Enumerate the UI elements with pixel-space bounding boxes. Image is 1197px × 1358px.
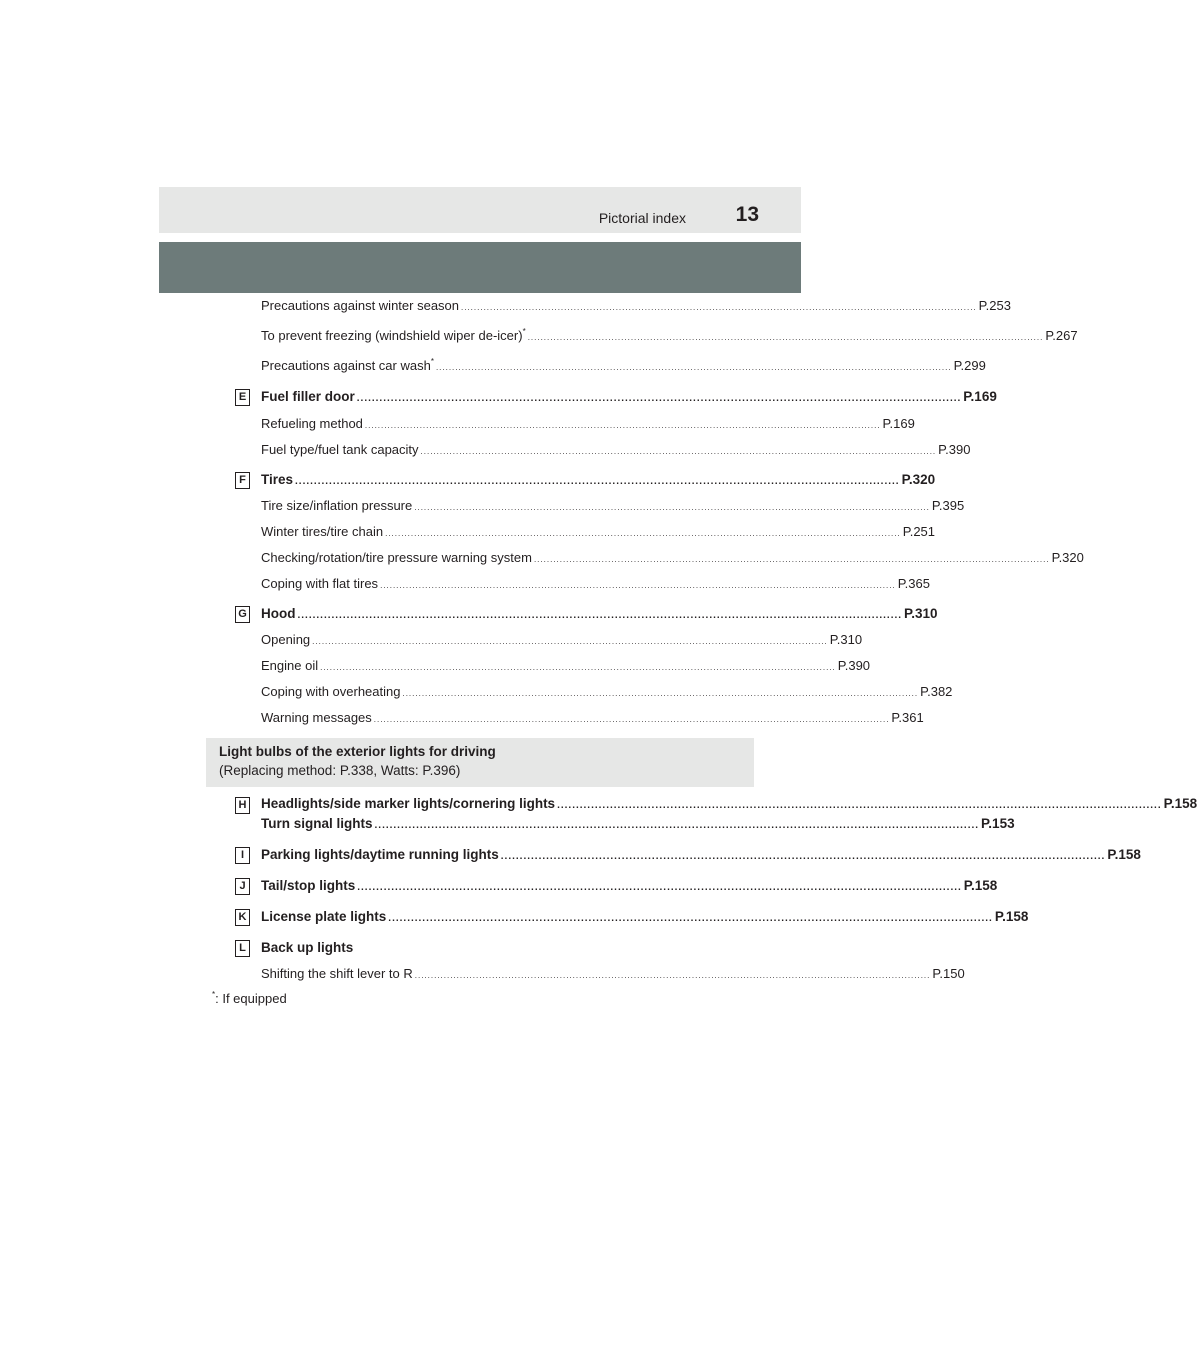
index-entry [261,940,722,955]
leader-dots: ................................................................................................................................................................ [385,529,901,538]
entry-title: Headlights/side marker lights/cornering lights [261,796,556,811]
entry-text: Warning messages [261,710,372,725]
section-title: Pictorial index [598,210,686,226]
entry-title: Parking lights/daytime running lights [261,847,499,862]
index-entry[interactable] [261,710,924,725]
index-entry[interactable] [261,472,936,487]
index-entry[interactable] [261,416,915,431]
lights-info-box [206,738,754,787]
leader-dots: ................................................................................................................................................................ [420,447,937,456]
entry-text: Precautions against winter season [261,298,460,313]
footnote-mark: * [430,357,434,366]
leader-dots: ................................................................................................................................................................ [295,476,900,487]
entry-page[interactable]: P.169 [963,389,997,404]
callout-label: J [235,878,250,895]
lights-box-subtitle: (Replacing method: P.338, Watts: P.396) [219,763,461,778]
leader-dots: ................................................................................................................................................................ [356,393,962,404]
index-entry[interactable] [261,632,863,647]
leader-dots: ................................................................................................................................................................ [297,610,903,621]
entry-page[interactable]: P.153 [981,816,1015,831]
leader-dots: ................................................................................................................................................................ [380,581,896,590]
entry-page[interactable]: P.320 [1051,550,1084,565]
index-entry[interactable] [261,966,965,981]
index-entry[interactable] [261,658,871,673]
footnote-mark: * [212,990,216,999]
entry-page[interactable]: P.299 [953,358,986,373]
index-entry[interactable] [261,298,1011,313]
entry-title: Hood [261,606,296,621]
entry-title: Back up lights [261,940,354,955]
leader-dots: ................................................................................................................................................................ [373,715,890,724]
leader-dots: ................................................................................................................................................................ [364,421,881,430]
entry-title: License plate lights [261,909,387,924]
entry-page[interactable]: P.310 [829,632,863,647]
entry-page[interactable]: P.361 [891,710,924,725]
entry-text: Checking/rotation/tire pressure warning system [261,550,532,565]
leader-dots: ................................................................................................................................................................ [533,555,1050,564]
callout-label: F [235,472,250,489]
entry-text: Fuel type/fuel tank capacity [261,442,419,457]
leader-dots: ................................................................................................................................................................ [461,303,977,312]
leader-dots: ................................................................................................................................................................ [357,882,962,893]
callout-label: K [235,909,250,926]
leader-dots: ................................................................................................................................................................ [388,913,993,924]
entry-page[interactable]: P.169 [882,416,915,431]
callout-label: I [235,847,250,864]
entry-text: Coping with overheating [261,684,401,699]
entry-page[interactable]: P.158 [963,878,998,893]
page-header [159,187,801,233]
index-entry[interactable] [261,442,971,457]
entry-page[interactable]: P.365 [897,576,930,591]
entry-text: Opening [261,632,311,647]
entry-title: Tires [261,472,294,487]
index-entry[interactable] [261,576,930,591]
entry-page[interactable]: P.382 [920,684,953,699]
index-entry[interactable] [261,847,1141,862]
entry-title: Tail/stop lights [261,878,356,893]
entry-text: Engine oil [261,658,319,673]
index-entry[interactable] [261,550,1084,565]
index-entry[interactable] [261,909,1029,924]
entry-page[interactable]: P.320 [901,472,936,487]
entry-page[interactable]: P.158 [994,909,1029,924]
leader-dots: ................................................................................................................................................................ [312,637,828,646]
entry-text: Coping with flat tires [261,576,379,591]
leader-dots: ................................................................................................................................................................ [320,663,836,672]
callout-label: L [235,940,250,957]
header-band [159,242,801,293]
index-entry[interactable] [261,389,997,404]
leader-dots: ................................................................................................................................................................ [500,851,1106,862]
entry-text: Precautions against car wash [261,358,431,373]
entry-page[interactable]: P.390 [938,442,971,457]
callout-label: H [235,797,250,814]
index-entry[interactable] [261,684,953,699]
index-entry[interactable] [261,606,938,621]
index-entry[interactable] [261,498,965,513]
index-entry[interactable] [261,357,986,373]
leader-dots: ................................................................................................................................................................ [435,363,952,372]
callout-label: G [235,606,250,623]
entry-page[interactable]: P.150 [932,966,965,981]
footnote [212,991,287,1006]
entry-page[interactable]: P.267 [1045,328,1078,343]
entry-text: To prevent freezing (windshield wiper de-icer) [261,328,523,343]
footnote-text: : If equipped [215,991,287,1006]
index-entry[interactable] [261,327,1078,343]
leader-dots: ................................................................................................................................................................ [414,971,931,980]
footnote-mark: * [522,327,526,336]
page-number: 13 [735,203,759,226]
entry-page[interactable]: P.253 [978,298,1011,313]
entry-page[interactable]: P.310 [904,606,938,621]
entry-page[interactable]: P.158 [1107,847,1141,862]
entry-title: Fuel filler door [261,389,355,404]
entry-page[interactable]: P.251 [902,524,936,539]
index-entry[interactable] [261,524,936,539]
entry-title: Turn signal lights [261,816,373,831]
index-entry[interactable] [261,796,1197,811]
leader-dots: ................................................................................................................................................................ [557,800,1162,811]
entry-page[interactable]: P.390 [837,658,871,673]
entry-text: Refueling method [261,416,363,431]
leader-dots: ................................................................................................................................................................ [414,503,930,512]
entry-page[interactable]: P.395 [931,498,965,513]
entry-page[interactable]: P.158 [1163,796,1197,811]
index-entry[interactable] [261,878,998,893]
entry-text: Tire size/inflation pressure [261,498,413,513]
leader-dots: ................................................................................................................................................................ [527,333,1044,342]
index-entry[interactable] [261,816,1015,831]
lights-box-title: Light bulbs of the exterior lights for driving [219,744,496,759]
entry-text: Winter tires/tire chain [261,524,384,539]
entry-text: Shifting the shift lever to R [261,966,413,981]
callout-label: E [235,389,250,406]
leader-dots: ................................................................................................................................................................ [374,820,980,831]
leader-dots: ................................................................................................................................................................ [402,689,919,698]
